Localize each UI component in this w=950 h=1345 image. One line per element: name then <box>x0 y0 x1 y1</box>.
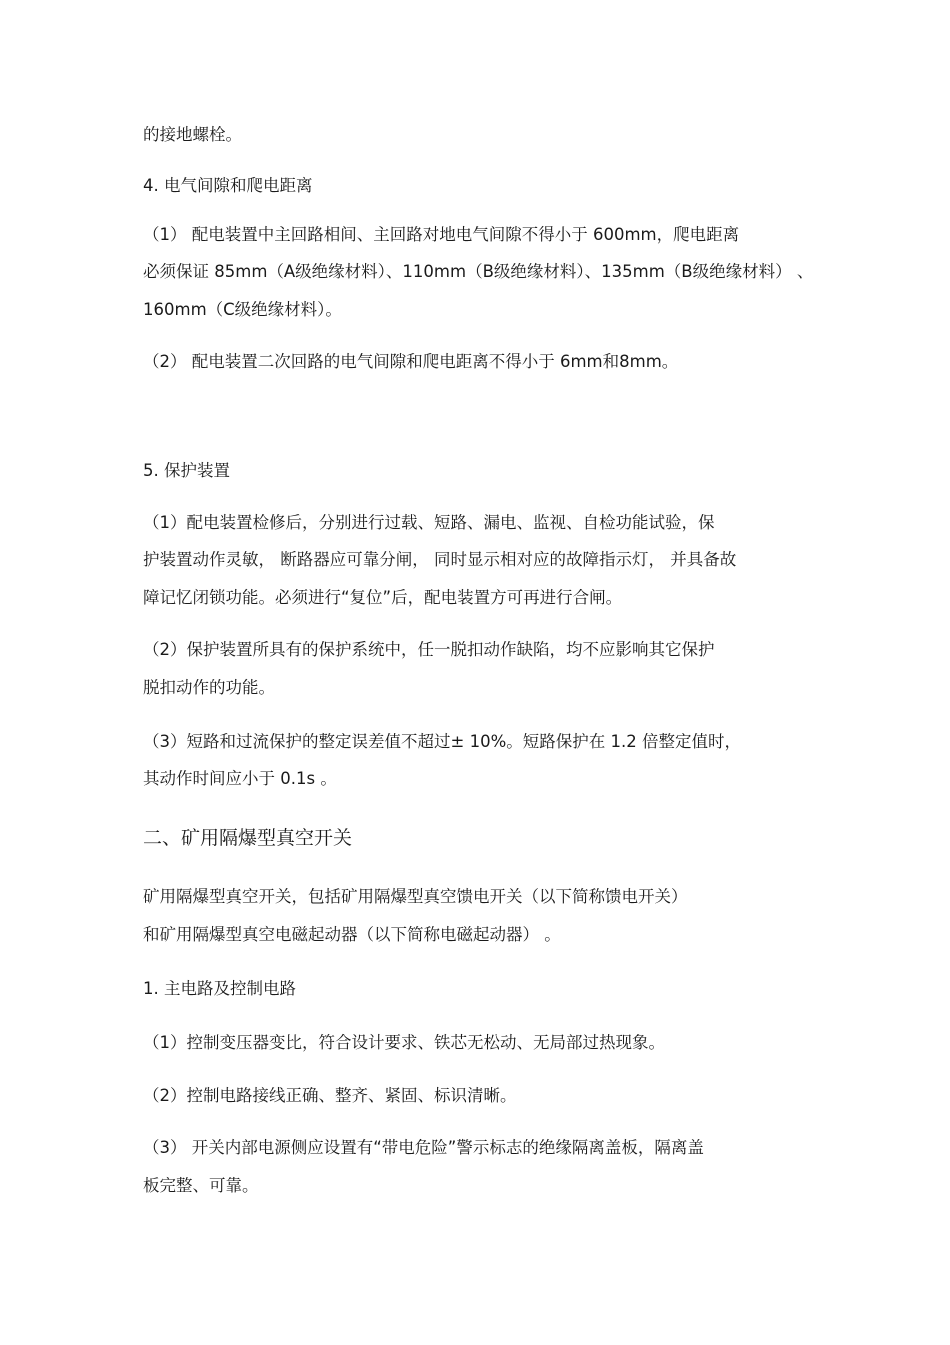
text-line: 脱扣动作的功能。 <box>143 678 275 697</box>
text-line: （3） 开关内部电源侧应设置有“带电危险”警示标志的绝缘隔离盖板，隔离盖 <box>143 1138 704 1157</box>
section-heading: 1. 主电路及控制电路 <box>143 979 296 998</box>
text-line: 障记忆闭锁功能。必须进行“复位”后，配电装置方可再进行合闸。 <box>143 588 623 607</box>
text-line: （1） 配电装置中主回路相间、主回路对地电气间隙不得小于 600mm，爬电距离 <box>143 225 740 244</box>
text-line: （2）保护装置所具有的保护系统中，任一脱扣动作缺陷，均不应影响其它保护 <box>143 640 715 659</box>
text-line: （2） 配电装置二次回路的电气间隙和爬电距离不得小于 6mm和8mm。 <box>143 352 679 371</box>
text-line: 和矿用隔爆型真空电磁起动器（以下简称电磁起动器） 。 <box>143 925 561 944</box>
text-line: 矿用隔爆型真空开关，包括矿用隔爆型真空馈电开关（以下简称馈电开关） <box>143 887 688 906</box>
text-line: 板完整、可靠。 <box>143 1176 259 1195</box>
text-line: 护装置动作灵敏， 断路器应可靠分闸， 同时显示相对应的故障指示灯， 并具备故 <box>143 550 737 569</box>
text-line: （2）控制电路接线正确、整齐、紧固、标识清晰。 <box>143 1086 517 1105</box>
text-line: （3）短路和过流保护的整定误差值不超过± 10%。短路保护在 1.2 倍整定值时， <box>143 732 741 751</box>
text-line: 必须保证 85mm（A级绝缘材料）、110mm（B级绝缘材料）、135mm（B级绝缘材料） 、 <box>143 262 814 281</box>
text-line: 的接地螺栓。 <box>143 125 242 144</box>
section-heading: 4. 电气间隙和爬电距离 <box>143 176 313 195</box>
text-line: （1）配电装置检修后，分别进行过载、短路、漏电、监视、自检功能试验，保 <box>143 513 715 532</box>
text-line: 其动作时间应小于 0.1s 。 <box>143 769 337 788</box>
chapter-heading: 二、矿用隔爆型真空开关 <box>143 827 353 849</box>
section-heading: 5. 保护装置 <box>143 461 230 480</box>
text-line: （1）控制变压器变比，符合设计要求、铁芯无松动、无局部过热现象。 <box>143 1033 665 1052</box>
text-line: 160mm（C级绝缘材料）。 <box>143 300 342 319</box>
